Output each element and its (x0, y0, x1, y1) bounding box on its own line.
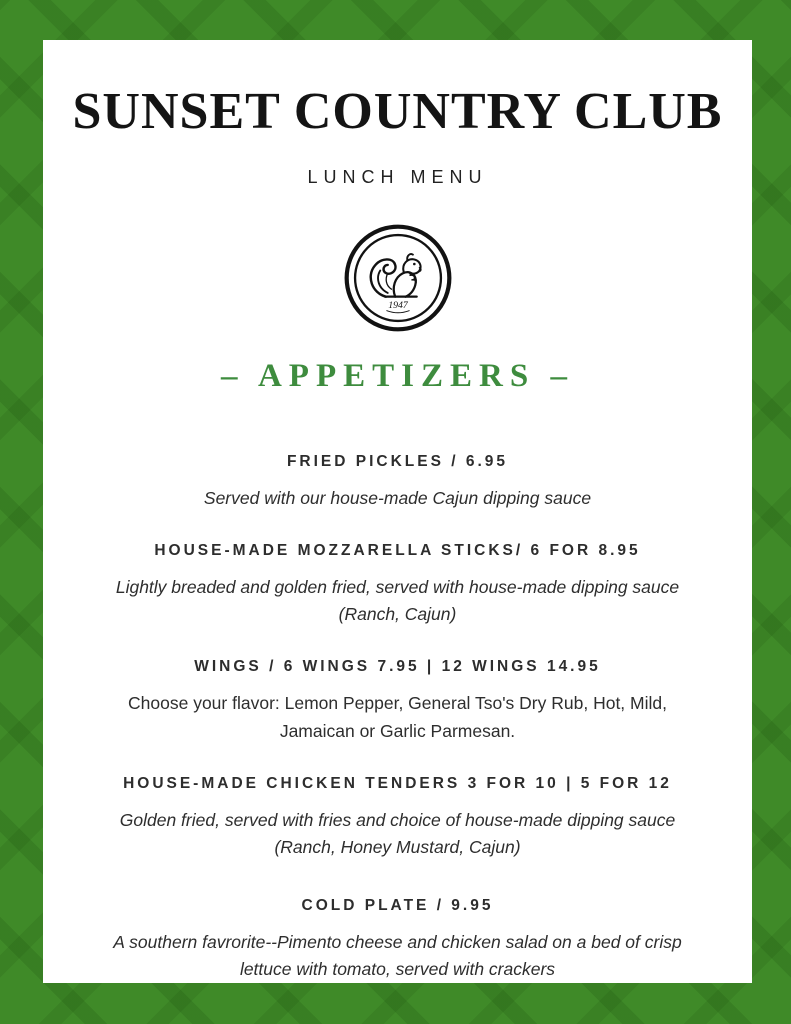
item-name: HOUSE-MADE MOZZARELLA STICKS/ 6 FOR 8.95 (154, 542, 641, 560)
section-title-appetizers: – APPETIZERS – (221, 358, 574, 394)
item-name: FRIED PICKLES / 6.95 (286, 453, 509, 470)
menu-subtitle: LUNCH MENU (307, 167, 488, 187)
menu-item-chicken-tenders (43, 775, 752, 861)
item-description: Served with our house-made Cajun dipping sauce (203, 488, 592, 508)
menu-items-list (43, 453, 752, 983)
menu-item-fried-pickles (43, 453, 752, 512)
menu-item-mozzarella-sticks (43, 542, 752, 628)
item-description: Choose your flavor: Lemon Pepper, General Tso's Dry Rub, Hot, Mild, Jamaican or Garlic Parmesan. (128, 693, 667, 741)
menu-card (43, 40, 752, 983)
squirrel-emblem-icon (342, 222, 454, 334)
logo-year-text: 1947 (387, 299, 408, 311)
item-description: A southern favrorite--Pimento cheese and chicken salad on a bed of crisp lettuce with tomato, served with crackers (113, 931, 682, 979)
item-name: WINGS / 6 WINGS 7.95 | 12 WINGS 14.95 (194, 658, 601, 676)
item-name: HOUSE-MADE CHICKEN TENDERS 3 FOR 10 | 5 FOR 12 (123, 774, 672, 792)
item-description: Golden fried, served with fries and choice of house-made dipping sauce (Ranch, Honey Mustard, Cajun) (119, 809, 676, 857)
menu-item-wings (43, 658, 752, 744)
menu-item-cold-plate (43, 897, 752, 983)
item-name: COLD PLATE / 9.95 (301, 896, 494, 914)
club-logo (342, 222, 454, 334)
club-title: SUNSET COUNTRY CLUB (72, 83, 723, 140)
item-description: Lightly breaded and golden fried, served with house-made dipping sauce (Ranch, Cajun) (115, 577, 680, 625)
